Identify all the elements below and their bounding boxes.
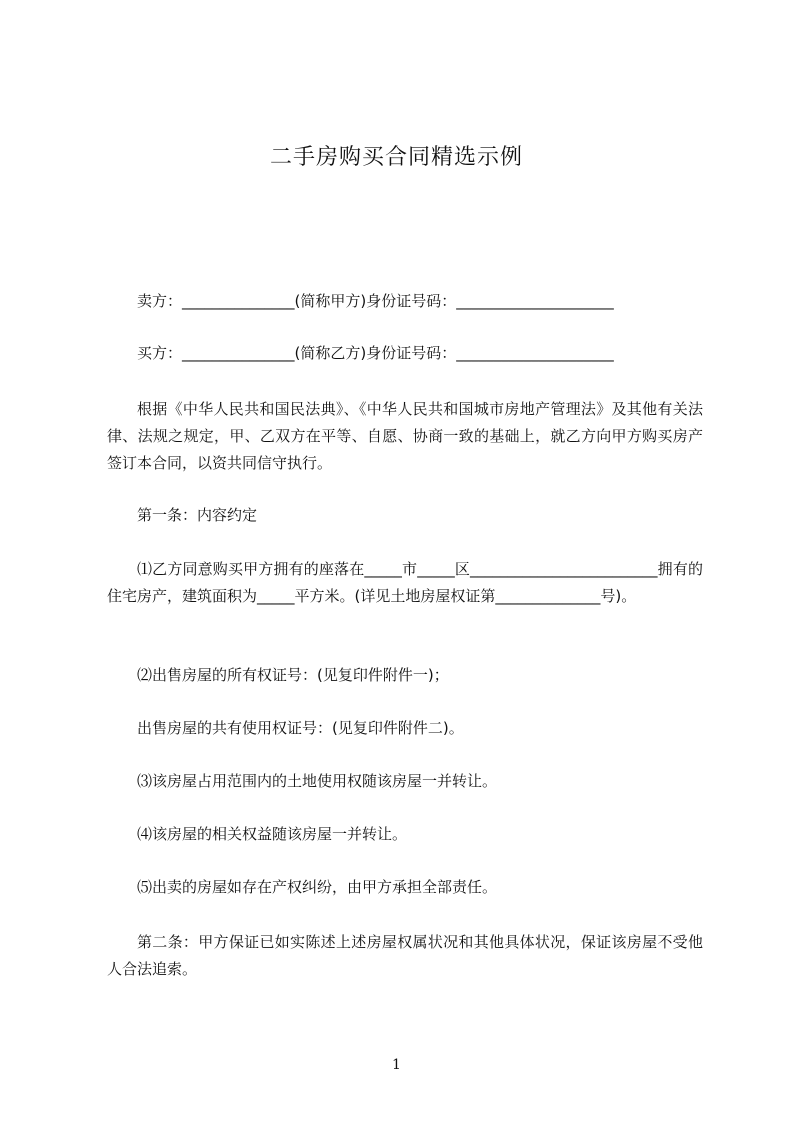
article-2: 第二条：甲方保证已如实陈述上述房屋权属状况和其他具体状况，保证该房屋不受他人合法追索。 (107, 933, 703, 978)
buyer-line: 买方：_______________(简称乙方)身份证号码：_____________________ (137, 344, 614, 362)
clause-4: ⑷该房屋的相关权益随该房屋一并转让。 (137, 825, 408, 843)
seller-line: 卖方：_______________(简称甲方)身份证号码：_____________________ (137, 292, 614, 310)
clause-1: ⑴乙方同意购买甲方拥有的座落在_____市_____区_________________________拥有的住宅房产，建筑面积为_____平方米。(详见土地房屋权证第______________号)。 (107, 560, 703, 605)
clause-3: ⑶该房屋占用范围内的土地使用权随该房屋一并转让。 (137, 772, 498, 790)
intro-paragraph: 根据《中华人民共和国民法典》、《中华人民共和国城市房地产管理法》及其他有关法律、法规之规定，甲、乙双方在平等、自愿、协商一致的基础上，就乙方向甲方购买房产签订本合同，以资共同信守执行。 (107, 400, 703, 472)
page-number: 1 (392, 1057, 401, 1073)
clause-2-shared-right: 出售房屋的共有使用权证号：(见复印件附件二)。 (137, 719, 464, 737)
clause-2: ⑵出售房屋的所有权证号：(见复印件附件一)； (137, 666, 449, 684)
article-1-heading: 第一条：内容约定 (137, 506, 258, 524)
clause-5: ⑸出卖的房屋如存在产权纠纷，由甲方承担全部责任。 (137, 878, 498, 896)
document-title: 二手房购买合同精选示例 (269, 145, 523, 170)
